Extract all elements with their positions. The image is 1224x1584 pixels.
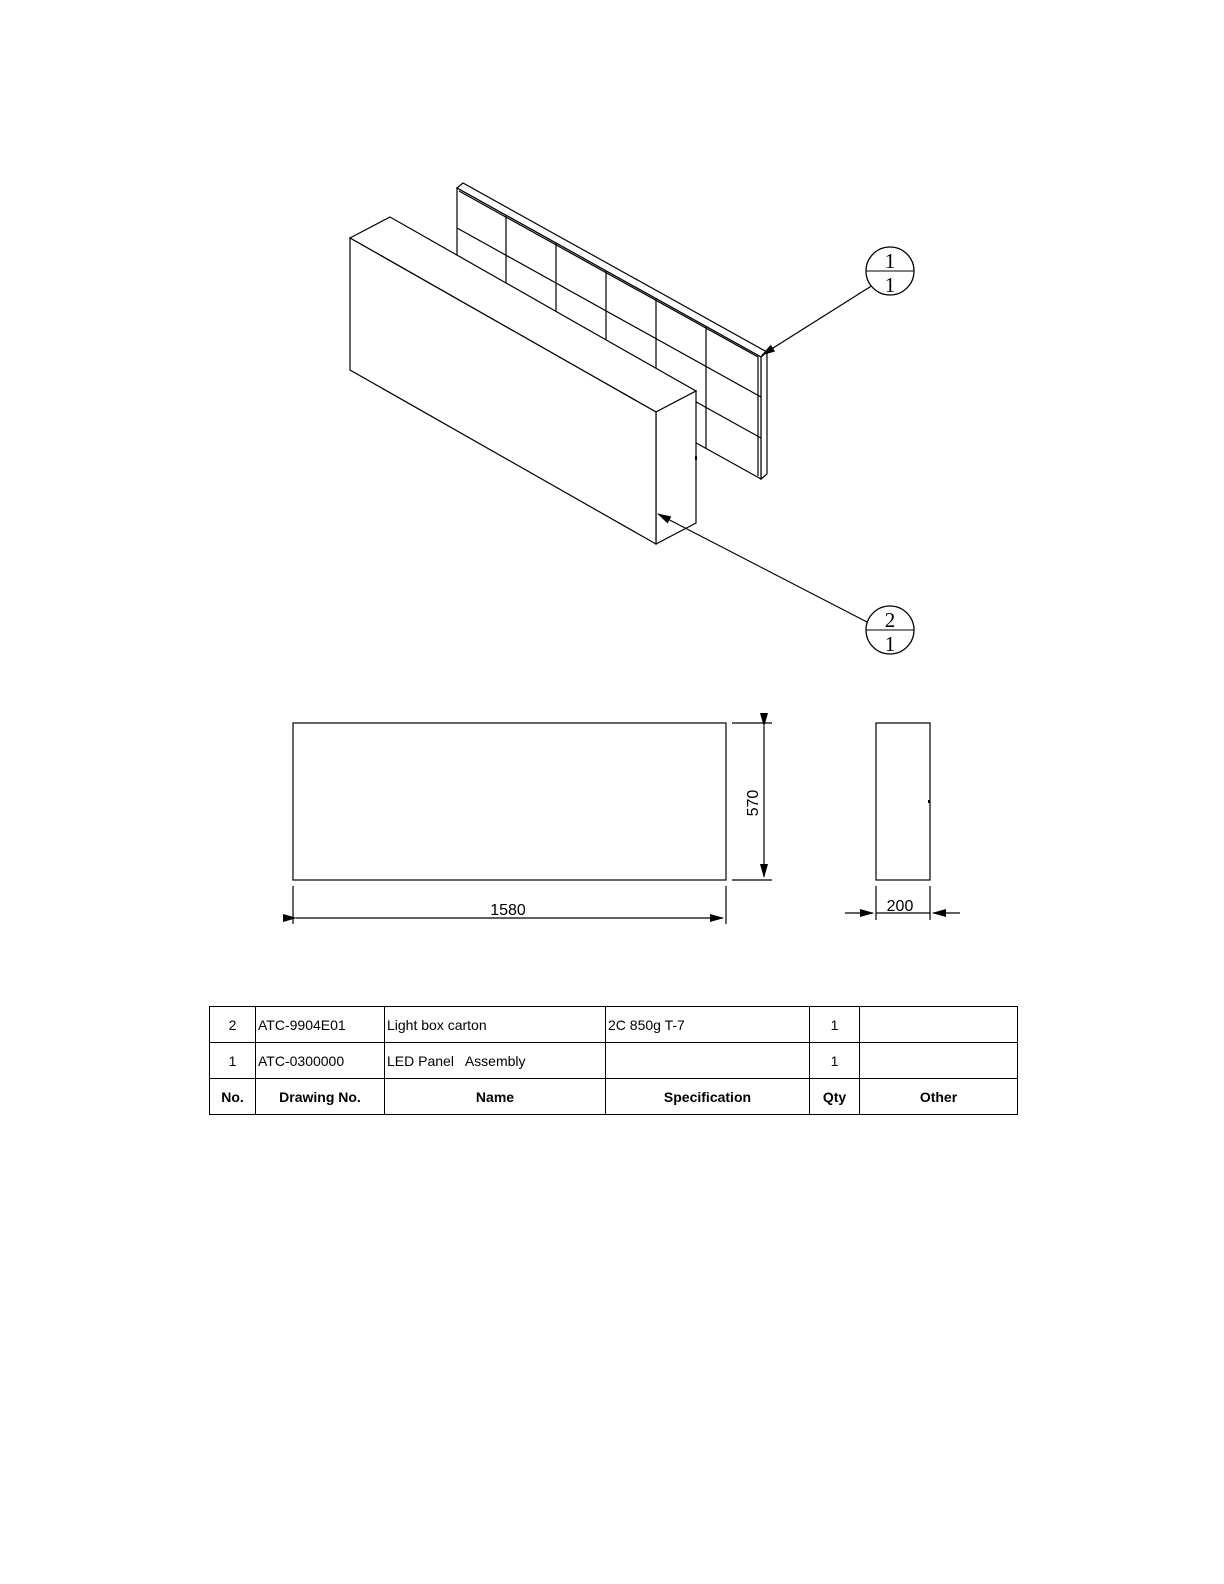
table-header-row	[210, 1079, 1018, 1115]
cell-drawing-no: ATC-9904E01	[256, 1007, 385, 1043]
balloon-2-item: 2	[884, 608, 896, 632]
header-drawing-no: Drawing No.	[256, 1079, 385, 1115]
balloon-1-item: 1	[884, 249, 896, 273]
dim-height: 570	[745, 789, 762, 817]
bill-of-materials-table	[209, 1006, 1018, 1115]
cell-no: 1	[210, 1043, 256, 1079]
dim-length: 1580	[490, 902, 526, 919]
cell-drawing-no: ATC-0300000	[256, 1043, 385, 1079]
table-row	[210, 1043, 1018, 1079]
balloon-1-qty: 1	[884, 273, 896, 297]
header-specification: Specification	[606, 1079, 810, 1115]
table-row	[210, 1007, 1018, 1043]
leader-line-2	[658, 514, 867, 622]
leader-line-1	[762, 285, 873, 355]
balloon-2	[866, 606, 914, 656]
balloon-2-qty: 1	[884, 632, 896, 656]
cell-no: 2	[210, 1007, 256, 1043]
side-view	[845, 723, 960, 920]
front-view	[293, 723, 772, 924]
dim-depth: 200	[886, 898, 914, 915]
cell-other	[860, 1043, 1018, 1079]
header-name: Name	[385, 1079, 606, 1115]
cell-qty: 1	[810, 1043, 860, 1079]
cell-spec: 2C 850g T-7	[606, 1007, 810, 1043]
header-no: No.	[210, 1079, 256, 1115]
balloon-1	[866, 247, 914, 297]
cell-other	[860, 1007, 1018, 1043]
header-qty: Qty	[810, 1079, 860, 1115]
header-other: Other	[860, 1079, 1018, 1115]
cell-qty: 1	[810, 1007, 860, 1043]
cell-name: Light box carton	[385, 1007, 606, 1043]
cell-name: LED Panel Assembly	[385, 1043, 606, 1079]
cell-spec	[606, 1043, 810, 1079]
